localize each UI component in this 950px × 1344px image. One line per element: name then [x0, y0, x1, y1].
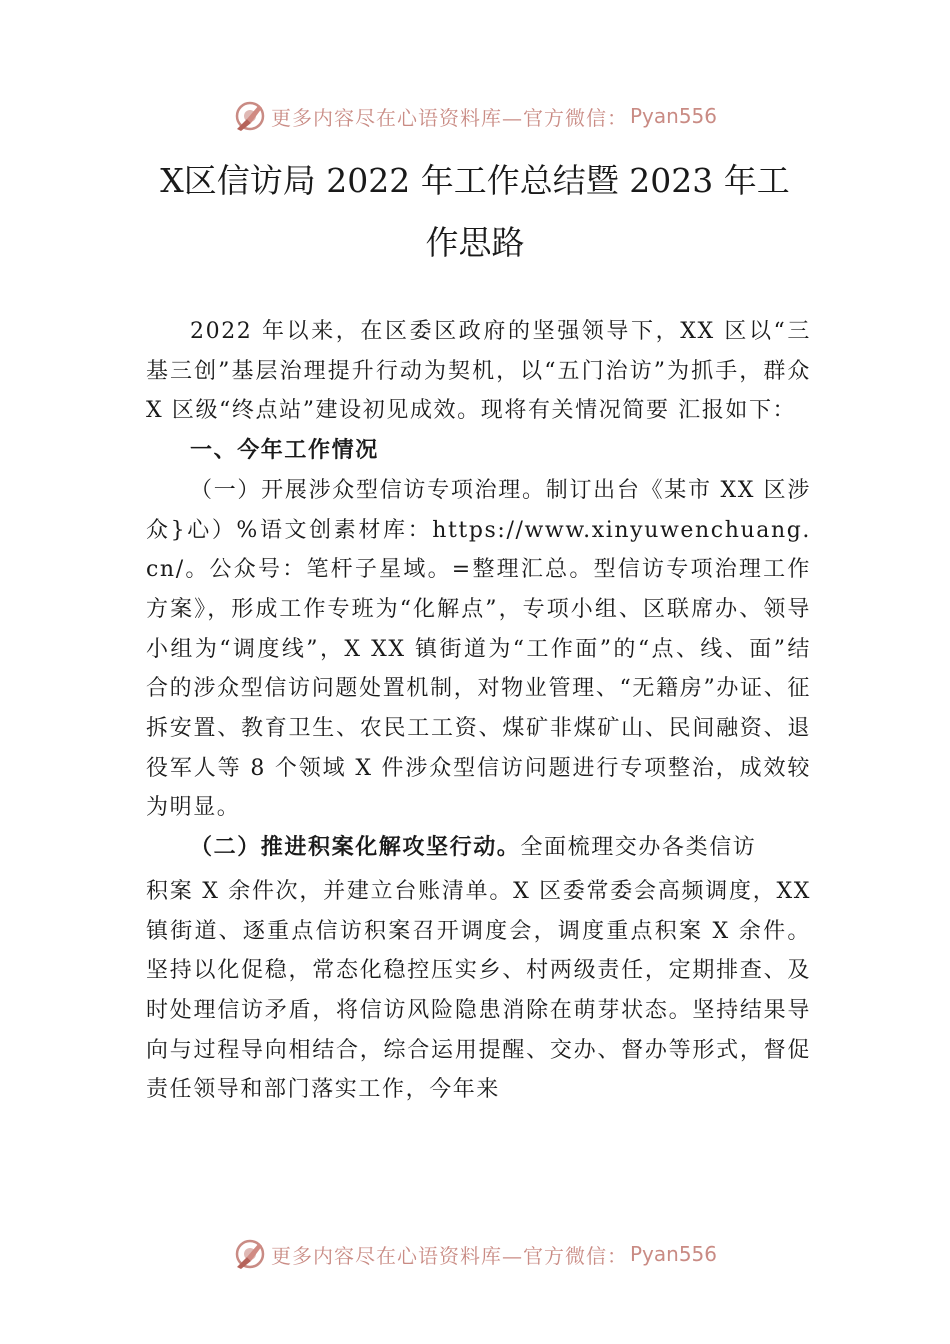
watermark-banner-top [0, 96, 950, 136]
watermark-wechat-id: Pyan556 [629, 1242, 717, 1266]
document-title [145, 150, 805, 274]
section-heading: 一、今年工作情况 [190, 438, 379, 464]
item-2-heading: （二）推进积案化解攻坚行动。 [190, 834, 521, 861]
pen-logo-icon [233, 99, 267, 133]
title-line-1: X区信访局 2022 年工作总结暨 2023 年工 [160, 161, 790, 200]
watermark-wechat-id: Pyan556 [629, 104, 717, 128]
title-line-2: 作思路 [425, 223, 525, 262]
item-2-first-line-text: 全面梳理交办各类信访 [520, 835, 757, 861]
item-2-first-line [146, 828, 811, 868]
watermark-text: 更多内容尽在心语资料库—官方微信： [270, 105, 628, 130]
item-1-paragraph: （一）开展涉众型信访专项治理。制订出台《某市 XX 区涉众}心）%语文创素材库：https://www.xinyuwenchuang.cn/。公众号：笔杆子星域。=整理汇总。型信访专项治理工作方案》，形成工作专班为“化解点”，专项小组、区联席办、领导小组为“调度线”，X XX 镇街道为“工作面”的“点、线、面”结合的涉众型信访问题处置机制，对物业管理、“无籍房”办证、征拆安置、教育卫生、农民工工资、煤矿非煤矿山、民间融资、退役军人等 8 个领域 X 件涉众型信访问题进行专项整治，成效较为明显。 [146, 477, 811, 821]
document-body [146, 312, 811, 1110]
pen-logo-icon [233, 1237, 267, 1271]
watermark-banner-bottom [0, 1234, 950, 1274]
item-2-body: 积案 X 余件次，并建立台账清单。X 区委常委会高频调度，XX 镇街道、逐重点信访积案召开调度会，调度重点积案 X 余件。坚持以化促稳，常态化稳控压实乡、村两级责任，定期排查、及时处理信访矛盾，将信访风险隐患消除在萌芽状态。坚持结果导向与过程导向相结合，综合运用提醒、交办、督办等形式，督促责任领导和部门落实工作，今年来 [146, 878, 811, 1103]
intro-paragraph: 2022 年以来，在区委区政府的坚强领导下，XX 区以“三基三创”基层治理提升行动为契机，以“五门治访”为抓手，群众 X 区级“终点站”建设初见成效。现将有关情况简要 汇报如下： [146, 319, 811, 424]
watermark-text: 更多内容尽在心语资料库—官方微信： [270, 1243, 628, 1268]
